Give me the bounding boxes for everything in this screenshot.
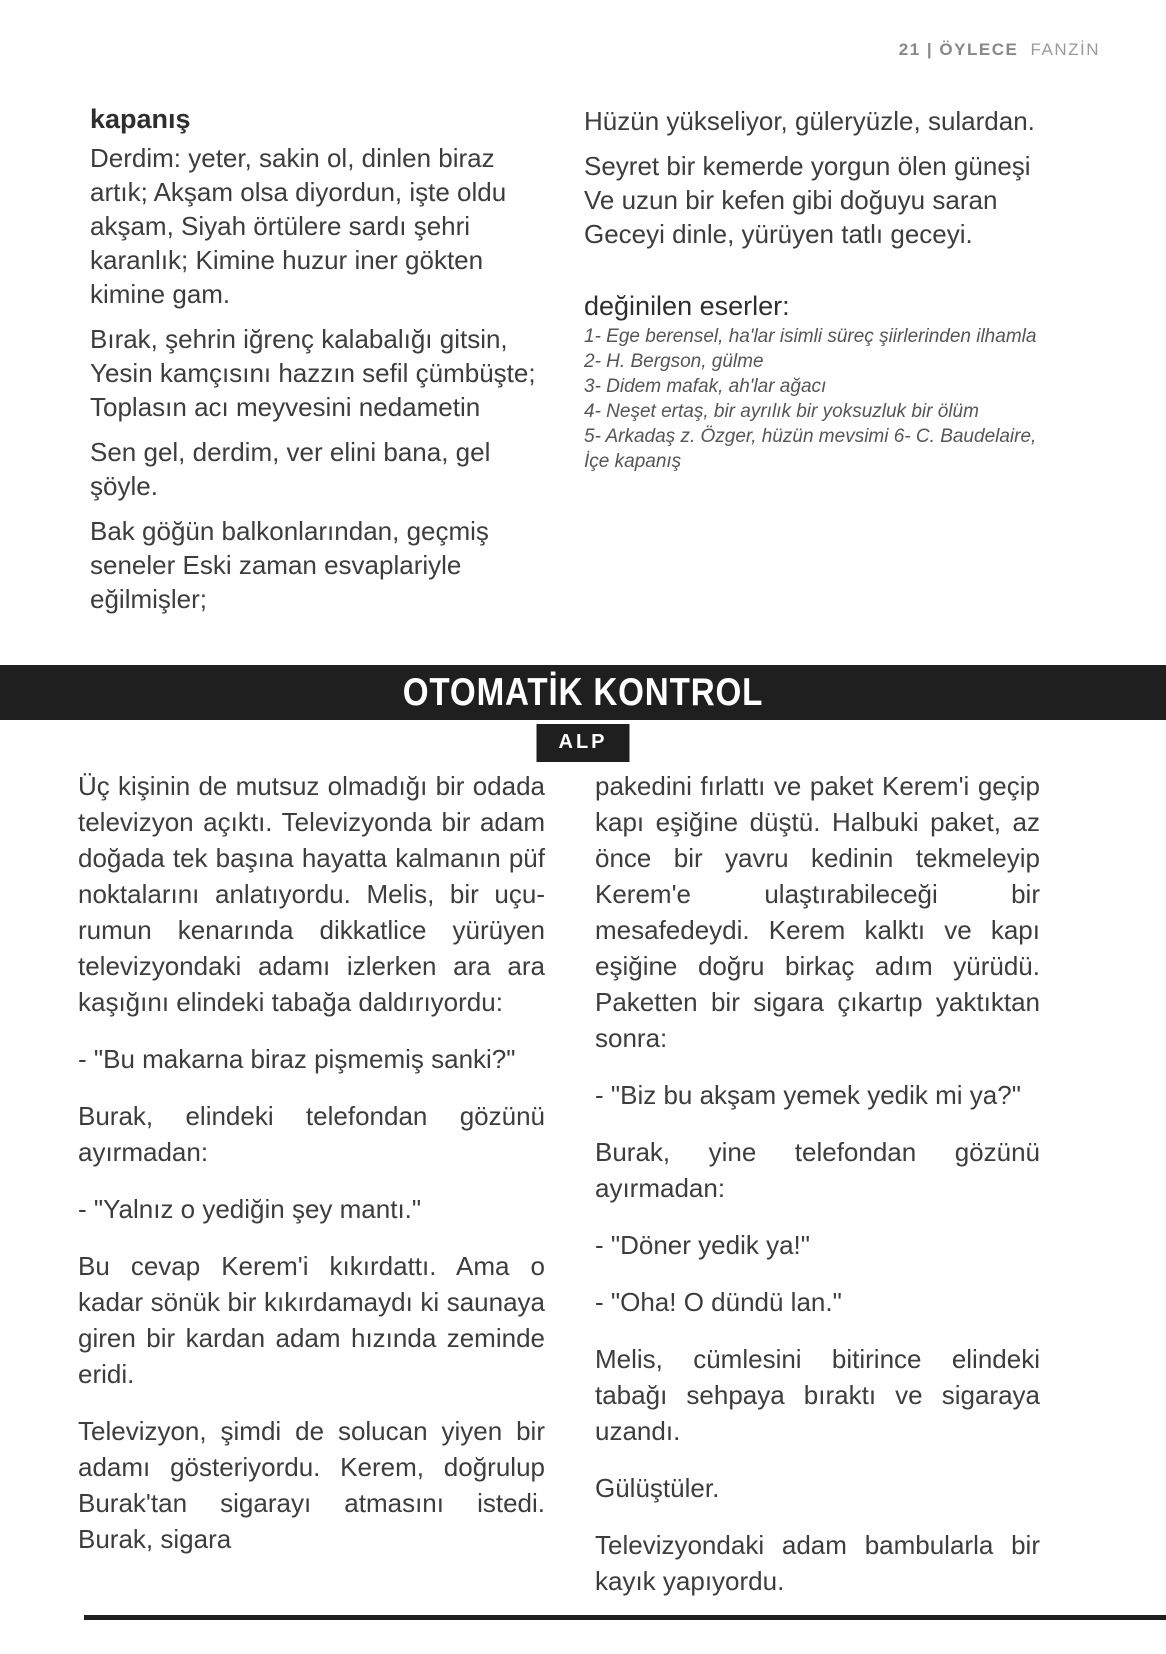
story-paragraph: Televizyondaki adam bambularla bir kayık yapıyordu. — [595, 1530, 1040, 1596]
reference-item: 5- Arkadaş z. Özger, hüzün mevsimi 6- C. Baudelaire, İçe kapanış — [584, 426, 1037, 472]
story-paragraph: Burak, yine telefondan gözünü ayırmadan: — [595, 1137, 1040, 1203]
references-list — [584, 324, 1054, 474]
story-paragraph: pakedini fırlattı ve paket Kerem'i geçip kapı eşiğine düştü. Halbuki paket, az önce bir yavru kedinin tekmeleyip Kerem'e ulaştırabileceği bir mesafedeydi. Kerem kalktı ve kapı eşiğine doğru birkaç adım yürüdü. Paketten bir sigara çıkartıp yaktıktan sonra: — [595, 771, 1040, 1053]
poem-left-paragraphs — [90, 141, 548, 616]
author-badge: ALP — [537, 724, 630, 762]
poem-paragraph: Seyret bir kemerde yorgun ölen güneşi Ve uzun bir kefen gibi doğuyu saran Geceyi dinle, yürüyen tatlı geceyi. — [584, 151, 1031, 249]
poem-column-right — [584, 104, 1054, 627]
reference-item: 1- Ege berensel, ha'lar isimli süreç şiirlerinden ilhamla 2- H. Bergson, gülme — [584, 326, 1037, 372]
story-paragraph: Gülüştüler. — [595, 1473, 720, 1503]
poem-paragraph: Hüzün yükseliyor, güleryüzle, sulardan. — [584, 106, 1035, 136]
story-paragraph: Üç kişinin de mutsuz olmadığı bir odada televizyon açıktı. Televizyonda bir adam doğada tek başına hayatta kalmanın püf noktalarını anlatıyordu. Melis, bir uçurumun kenarında dikkatlice yürüyen televizyondaki adamı izlerken ara ara kaşığını elindeki tabağa daldırıyordu: — [78, 771, 545, 1017]
story-paragraph: Burak, elindeki telefondan gözünü ayırmadan: — [78, 1101, 545, 1167]
poem-paragraph: Derdim: yeter, sakin ol, dinlen biraz artık; Akşam olsa diyordun, işte oldu akşam, Siyah örtülere sardı şehri karanlık; Kimine huzur iner gökten kimine gam. — [90, 143, 507, 309]
reference-item: 4- Neşet ertaş, bir ayrılık bir yoksuzluk bir ölüm — [584, 401, 979, 422]
story-banner — [0, 665, 1166, 720]
poem-paragraph: Bak göğün balkonlarından, geçmiş seneler Eski zaman esvaplariyle eğilmişler; — [90, 516, 489, 614]
story-paragraph: Bu cevap Kerem'i kıkırdattı. Ama o kadar sönük bir kıkırdamaydı ki saunaya giren bir kardan adam hızında zeminde eridi. — [78, 1251, 545, 1389]
story-column-left — [78, 768, 545, 1620]
poem-column-left — [90, 104, 548, 627]
page-number-label: 21 | ÖYLECE — [898, 40, 1019, 59]
poem-paragraph: Bırak, şehrin iğrenç kalabalığı gitsin, Yesin kamçısını hazzın sefil çümbüşte; Toplasın acı meyvesini nedametin — [90, 324, 536, 422]
story-title: OTOMATİK KONTROL — [402, 670, 764, 714]
poem-section — [90, 104, 1055, 627]
page-header — [899, 40, 1100, 60]
bottom-divider — [84, 1615, 1166, 1620]
story-paragraph: - "Biz bu akşam yemek yedik mi ya?" — [595, 1080, 1021, 1110]
story-paragraph: - "Oha! O dündü lan." — [595, 1287, 842, 1317]
story-paragraph: Melis, cümlesini bitirince elindeki tabağı sehpaya bıraktı ve sigaraya uzandı. — [595, 1344, 1040, 1446]
references-title: değinilen eserler: — [584, 291, 790, 321]
poem-title: kapanış — [90, 104, 191, 134]
references-block — [584, 291, 1054, 474]
story-paragraph: Televizyon, şimdi de solucan yiyen bir adamı gösteriyordu. Kerem, doğrulup Burak'tan sigarayı atmasını istedi. Burak, sigara — [78, 1416, 545, 1554]
zine-name-label: FANZİN — [1030, 40, 1100, 59]
story-paragraph: - "Yalnız o yediğin şey mantı." — [78, 1194, 422, 1224]
story-column-right — [595, 768, 1040, 1620]
poem-right-paragraphs — [584, 104, 1054, 251]
reference-item: 3- Didem mafak, ah'lar ağacı — [584, 376, 827, 397]
story-paragraph: - "Bu makarna biraz pişmemiş sanki?" — [78, 1044, 516, 1074]
story-section — [78, 768, 1040, 1620]
poem-paragraph: Sen gel, derdim, ver elini bana, gel şöyle. — [90, 437, 491, 501]
story-paragraph: - "Döner yedik ya!" — [595, 1230, 810, 1260]
